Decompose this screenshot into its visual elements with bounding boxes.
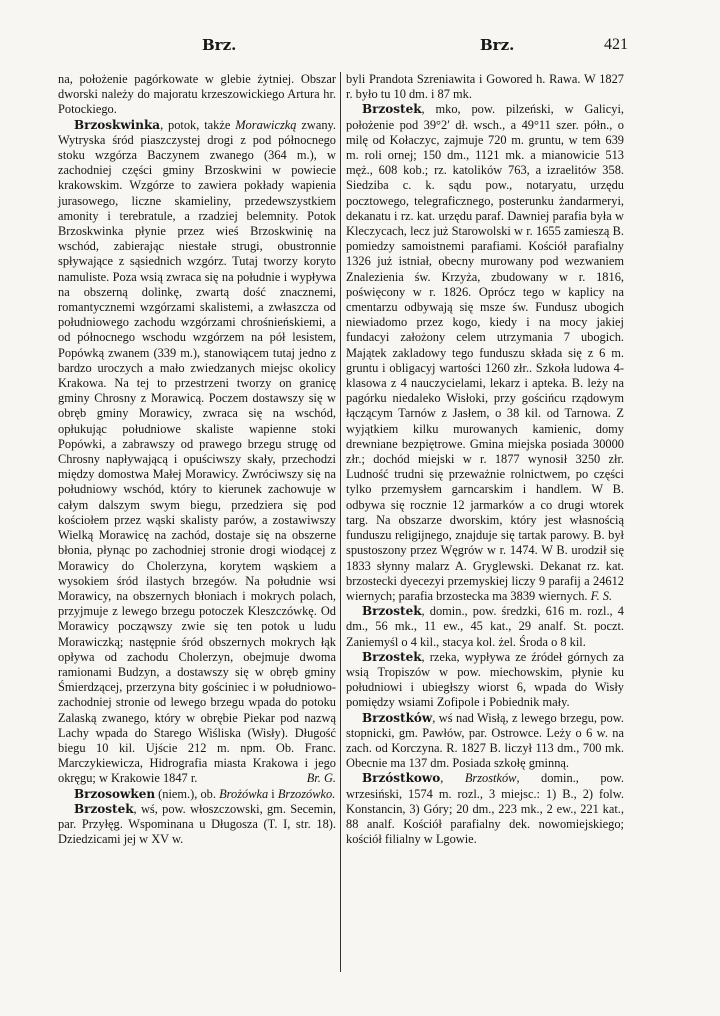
entry-brzostek-mko: Brzostek, mko, pow. pilzeński, w Galicyi, położenie pod 39°2′ dł. wsch., a 49°11 szer. półn., o milę od Kołaczyc, zajmuje 720 m. gruntu, w tem 639 m. roli ornej; 150 dm., 1121 mk. a mianowicie 513 męż., 608 kob.; rz. katolików 763, a izraelitów 358. Siedziba c. k. sądu pow., notaryatu, urzędu pocztowego, telegraficznego, posterunku żandarmeryi, dekanatu i rz. kat. urzędu paraf. Dawniej parafia była w Kleczycach, lecz już Starowolski w r. 1655 zamieszą B. pomiedzy samoistnemi parafiami. Kościół parafialny 1326 już istniał, obecny murowany pod wezwaniem Znalezienia św. Krzyża, zbudowany w r. 1816, poświęcony w r. 1826. Oprócz tego w kaplicy na cmentarzu odbywają się msze św. Fundusz ubogich niewiadomo przez kogo, kiedy i na mocy jakiej fundacyi założony celem utrzymania 7 ubogich. Majątek zakladowy tego funduszu składa się z 6 m. gruntu i obligacyj wartości 1260 złr.. Szkoła ludowa 4-klasowa z 4 nauczycielami, lekarz i apteka. B. leży na pagórku niedaleko Wisłoki, przy gościńcu rządowym łączącym Tarnów z Jasłem, o 38 kil. od Tarnowa. Z wyjątkiem kilku murowanych kamienic, domy drewniane bezpiętrowe. Gmina miejska posiada 30000 złr.; dochód miejski w r. 1877 wynosił 3250 złr. Ludność trudni się przeważnie rolnictwem, po części tylko przemysłem garncarskim i handlem. W B. odbywa się rocznie 12 jarmarków a co drugi wtorek targ. Na obszarze dworskim, który jest własnością funduszu religijnego, znajduje się tartak parowy. B. był spustoszony przez Węgrów w r. 1474. W B. urodził się 1833 słynny malarz A. Gryglewski. Dekanat rz. kat. brzostecki dyecezyi przemyskiej liczy 9 parafij a 24612 wiernych; parafia brzostecka ma 3839 wiernych. F. S. [346,102,624,603]
headword: Brzostek [362,604,422,619]
running-head-left: Brz. [202,36,237,54]
entry-brzoskwinka: Brzoskwinka, potok, także Morawiczką zwany. Wytryska śród piaszczystej drogi z pod północnego stoku wzgórza Baczynem zwanego (364 m.), w zachodniej części gminy Brzoskwini w powiecie krakowskim. Wzgórze to zawiera pokłady wapienia jurasowego, liczne skamieliny, przedewszystkiem amonity i terebratule, a rzadziej belemnity. Potok Brzoskwinka płynie przez wieś Brzoskwinię na wschód, zabierając niestałe strugi, obustronnie spływające z sąsiednich wzgórz. Tutaj tworzy koryto namuliste. Poza wsią zwraca się na południe i wypływa na obszerną dolinkę, zwartą dość znacznemi, romantycznemi wzgórzami skalistemi, a zwłaszcza od południowego zachodu wzgórzami chrośnieńskiemi, a od północnego wschodu wzgórzem na pół lesistem, Popówką zwanem (339 m.), stanowiącem tutaj jedno z bardzo uroczych a mało zwiedzanych miejsc okolicy Krakowa. Na tej to przestrzeni tworzy on granicę gminy Chrosny z Morawicą. Poczem dostawszy się w obręb gminy Morawicy, zwraca się na wschód, opłukując południowe skaliste wapienne stoki Popówki, a zabrawszy od prawego brzegu strugę od Chrosny napływającą i opuściwszy skały, przechodzi między domostwa Małej Morawicy. Zwróciwszy się na południowy wschód, który to kierunek zachowuje w całym dalszym swym biegu, przedziera się pod kościołem przez wąski skalisty parów, a zostawiwszy Wielką Morawicę na zachód, dostaje się na obszerne błonia, płynąc po zachodniej stronie drogi wiodącej z Morawicy do Cholerzyna, korytem wąskiem a wysokiem śród ilastych brzegów. Na południe wsi Morawicy, na obszernych błoniach i mokrych polach, przyjmuje z lewego brzegu potoczek Kleszczówkę. Od Morawicy począwszy zwie się ten potok u ludu Morawiczką; następnie śród obszernych mokrych łąk opływa od zachodu Cholerzyn, obejmuje dwoma ramionami Budzyn, a dostawszy się w obręb gminy Śmierdzącej, przerzyna bity gościniec i w południowo-zachodniej stronie od lewego brzegu wpada do potoku Zalaską zwanego, który w obrębie Piekar pod nazwą Lachy wpada do Starego Wiśliska (Wisły). Długość biegu 10 kil. Ujście 212 m. npm. Ob. Franc. Marczykiewicza, Hidrografia miasta Krakowa i jego okręgu; w Krakowie 1847 r. Br. G. [58,117,336,786]
right-column [346,72,624,847]
headword: Brzóstkowo [362,771,441,786]
left-column [58,72,336,847]
headword: Brzostek [74,801,134,816]
author-signature: Br. G. [306,771,336,786]
entry-brzostkowo: Brzóstkowo, Brzostków, domin., pow. wrzesiński, 1574 m. rozl., 3 miejsc.: 1) B., 2) folw. Konstancin, 3) Góry; 20 dm., 223 mk., 2 ew., 221 kat., 88 analf. Kościół parafialny dek. nowomiejskiego; kościół filialny w Lgowie. [346,771,624,847]
entry-brzostek-wlosz: Brzostek, wś, pow. włoszczowski, gm. Secemin, par. Przyłęg. Wspominana u Długosza (T. I, str. 18). Dziedzicami jej w XV w. [58,801,336,847]
headword: Brzosowken [74,786,156,801]
page-number: 421 [604,36,628,53]
entry-brzostek-domin: Brzostek, domin., pow. średzki, 616 m. rozl., 4 dm., 56 mk., 11 ew., 45 kat., 29 analf. St. poczt. Zaniemyśl o 4 kil., stacya kol. żel. Środa o 8 kil. [346,604,624,649]
headword: Brzoskwinka [74,117,161,132]
entry-brzosowken: Brzosowken (niem.), ob. Brożówka i Brzozówko. [74,786,336,801]
author-signature: F. S. [590,588,613,603]
column-divider [340,72,341,972]
entry-brzostkow: Brzostków, wś nad Wisłą, z lewego brzegu, pow. stopnicki, gm. Pawłów, par. Ostrowce. Leży o 6 w. na zach. od Korczyna. R. 1827 B. liczył 113 dm., 700 mk. Obecnie ma 137 dm. Posiada szkołę gminną. [346,710,624,771]
entry-brzostek-rzeka: Brzostek, rzeka, wypływa ze źródeł górnych za wsią Tropiszów w pow. miechowskim, płynie ku południowi i ubiegłszy wiorst 6, wpada do Wisły pomiędzy wsiami Zofipole i Pobiednik mały. [346,649,624,710]
entry-continuation: byli Prandota Szreniawita i Gowored h. Rawa. W 1827 r. było tu 10 dm. i 87 mk. [346,72,624,102]
headword: Brzostek [362,649,422,664]
headword: Brzostek [362,102,422,117]
headword: Brzostków [362,710,433,725]
entry-continuation: na, położenie pagórkowate w glebie żytniej. Obszar dworski należy do majoratu krzeszowickiego Artura hr. Potockiego. [58,72,336,117]
running-head-right: Brz. [480,36,515,54]
